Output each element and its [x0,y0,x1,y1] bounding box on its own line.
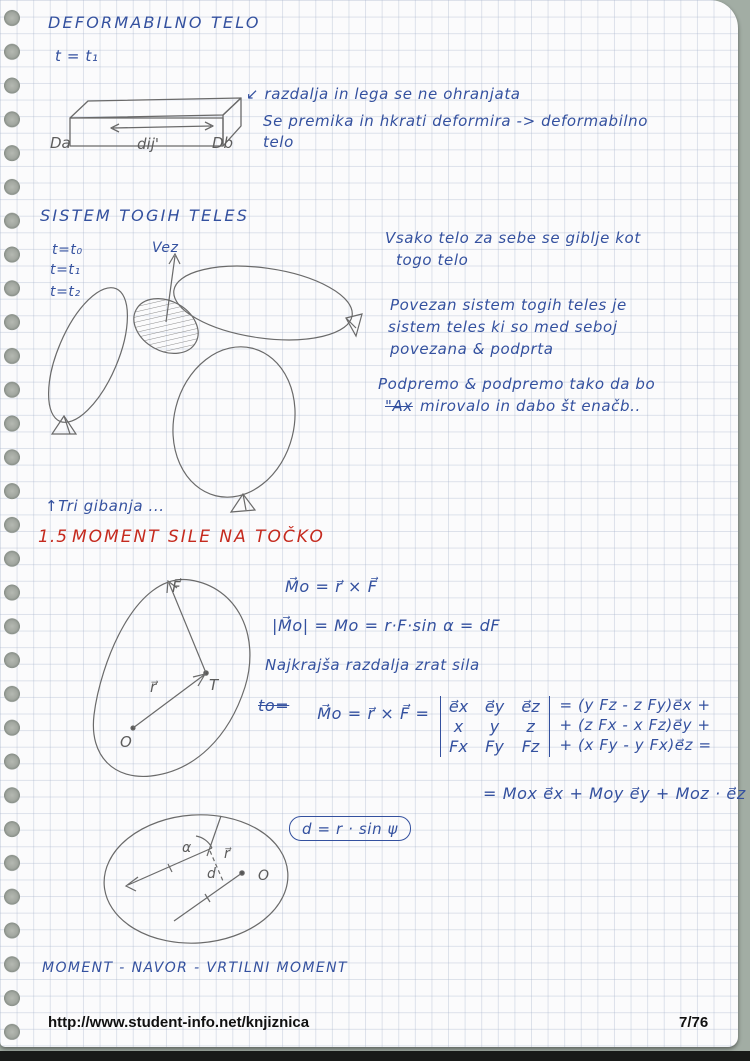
bar-length-arrow [111,122,213,132]
label-alpha: α [182,840,192,856]
matrix-cell: z [526,717,535,736]
section-number: 1.5 [38,527,69,547]
time-t1: t=t₁ [50,262,81,278]
det-result-line: + (z Fx - x Fz)e⃗y + [559,716,711,734]
footer-page-number: 7/76 [679,1014,709,1031]
section-title-moment: MOMENT SILE NA TOČKO [72,527,325,547]
bottom-body-blob [157,334,310,511]
formula-m0-cross: M⃗o = r⃗ × F⃗ [285,577,378,596]
note-povezan-3: povezana & podprta [390,340,554,358]
left-body-blob [32,277,143,433]
joint-hatched-ellipse [124,288,208,365]
rigid-bodies-sketch [40,250,390,520]
bar-label-dij: dij' [137,135,159,153]
note-premika-cont: telo [263,133,294,151]
matrix-row-e [448,697,542,716]
note-moment-navor: MOMENT - NAVOR - VRTILNI MOMENT [42,960,348,976]
body-outline [93,580,250,777]
note-vsako-1: Vsako telo za sebe se giblje kot [385,229,641,247]
time-t0: t=t₀ [52,242,83,258]
determinant-results [560,696,712,754]
spiral-binding-holes [0,0,30,1040]
d-formula-box [289,816,411,841]
time-t2: t=t₂ [50,284,81,300]
matrix-cell: e⃗x [448,697,469,716]
formula-m0-magnitude: |M⃗o| = Mo = r·F·sin α = dF [272,616,501,635]
label-r2: r⃗ [224,846,230,862]
time-label-t1: t = t₁ [55,47,99,65]
det-prefix: to= [258,696,290,715]
determinant-matrix [440,696,550,757]
formula-expansion: = Mox e⃗x + Moy e⃗y + Moz · e⃗z [483,784,746,803]
alpha-arc [196,836,212,848]
determinant-equation [258,696,712,757]
line-of-action [207,816,221,856]
force-arrow [126,848,212,891]
bar-label-da: Da [50,134,71,152]
matrix-cell: Fx [449,737,468,756]
note-razdalja: ↙ razdalja in lega se ne ohranjata [246,85,521,103]
det-lhs: M⃗o = r⃗ × F⃗ = [317,704,430,723]
note-povezan-1: Povezan sistem togih teles je [390,296,627,314]
support-triangle-right [346,314,362,336]
formula-d-sin: d = r · sin ψ [302,820,399,838]
note-povezan-2: sistem teles ki so med seboj [388,318,618,336]
bar-label-db: Db [212,134,234,152]
label-r: r⃗ [150,678,157,696]
det-result-line: = (y Fz - z Fy)e⃗x + [559,696,711,714]
det-result-line: + (x Fy - y Fx)e⃗z = [559,736,712,754]
matrix-cell: e⃗y [484,697,505,716]
point-O-dot [240,871,244,875]
r-vector-arrow [133,674,205,728]
label-T: T [209,676,219,694]
section-title-sistem: SISTEM TOGIH TELES [40,206,250,225]
crossed-out-word: "Ax [385,397,413,415]
page-title: DEFORMABILNO TELO [48,13,261,32]
note-podpremo-1: Podpremo & podpremo tako da bo [378,375,656,393]
footer-url: http://www.student-info.net/knjiznica [48,1014,310,1031]
label-O: O [120,733,132,751]
matrix-cell: Fz [521,737,540,756]
note-premika: Se premika in hkrati deformira -> deformabilno [263,112,649,130]
label-d: d [207,866,216,882]
matrix-cell: Fy [485,737,504,756]
note-vsako-2: togo telo [396,251,469,269]
label-O2: O [258,868,270,884]
scan-bottom-bar [0,1051,750,1061]
matrix-row-xyz [448,717,542,736]
vez-label: Vez [152,240,179,256]
matrix-row-F [448,737,542,756]
note-podpremo-2: mirovalo in dabo št enačb.. [420,397,641,415]
bar-top-face [70,98,241,118]
note-tri-gibanja: ↑Tri gibanja ... [45,497,165,515]
matrix-cell: x [453,717,464,736]
matrix-cell: y [489,717,500,736]
note-najkrajsa: Najkrajša razdalja zrat sila [265,656,480,674]
matrix-cell: e⃗z [521,697,540,716]
label-F: F⃗ [172,578,181,596]
